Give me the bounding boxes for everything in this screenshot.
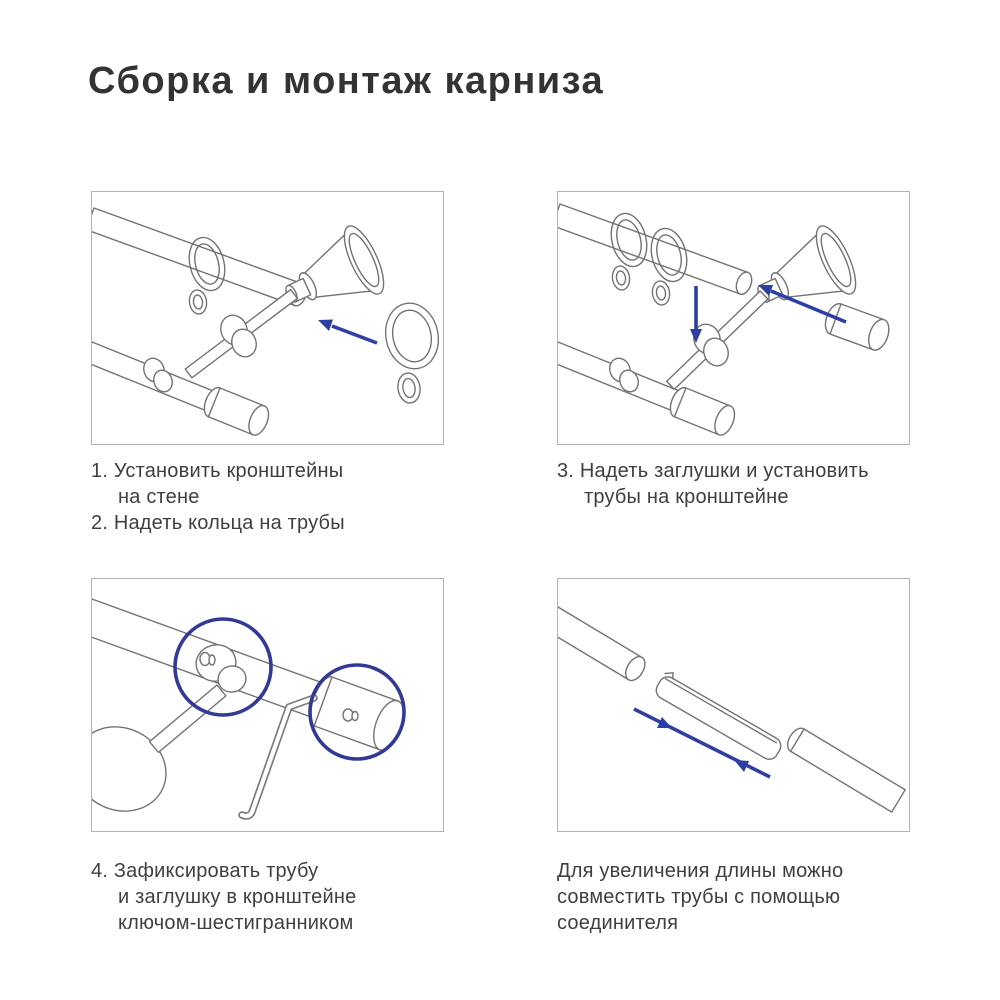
caption-connector bbox=[557, 858, 910, 936]
diagram-tube-connector bbox=[557, 578, 910, 832]
panel-step-3 bbox=[557, 191, 910, 510]
ring-clip-icon bbox=[188, 289, 208, 315]
ring-clip-icon bbox=[651, 280, 671, 306]
spare-ring-clip-icon bbox=[396, 372, 422, 405]
caption-line: и заглушку в кронштейне bbox=[118, 886, 357, 908]
tube-right bbox=[784, 725, 905, 812]
end-cap-icon bbox=[822, 301, 893, 353]
support-rod bbox=[150, 685, 226, 752]
curtain-rod-upper bbox=[92, 208, 309, 308]
caption-line: совместить трубы с помощью bbox=[557, 886, 841, 908]
direction-arrow-icon bbox=[758, 285, 846, 322]
hex-key-icon bbox=[242, 698, 314, 816]
caption-line: 4. Зафиксировать трубу bbox=[91, 860, 319, 882]
panel-step-4 bbox=[91, 578, 444, 936]
caption-step-4 bbox=[91, 858, 444, 936]
caption-line: Для увеличения длины можно bbox=[557, 860, 844, 882]
end-cap-icon bbox=[667, 385, 739, 438]
assembly-drawing-1 bbox=[92, 192, 443, 444]
direction-arrow-icon bbox=[318, 320, 377, 344]
assembly-drawing-3 bbox=[92, 579, 443, 831]
wall-bracket-icon bbox=[272, 221, 392, 329]
assembly-drawing-4 bbox=[558, 579, 909, 831]
caption-step-1-2 bbox=[91, 458, 444, 536]
diagram-fix-with-hex-key bbox=[91, 578, 444, 832]
ring-clip-icon bbox=[611, 265, 631, 291]
rod-holder-hook bbox=[140, 355, 175, 394]
diagram-install-brackets-rings bbox=[91, 191, 444, 445]
caption-line: на стене bbox=[118, 486, 200, 508]
set-screw-icon bbox=[200, 653, 215, 666]
tube-left bbox=[558, 607, 649, 684]
panel-step-1-2 bbox=[91, 191, 444, 536]
spare-ring-icon bbox=[380, 298, 443, 373]
caption-line: трубы на кронштейне bbox=[584, 486, 789, 508]
page-title: Сборка и монтаж карниза bbox=[88, 60, 605, 102]
rod-holder-hook bbox=[606, 355, 641, 394]
tube-connector-icon bbox=[653, 669, 787, 762]
caption-step-3 bbox=[557, 458, 910, 510]
assembly-drawing-2 bbox=[558, 192, 909, 444]
diagram-caps-and-mount bbox=[557, 191, 910, 445]
end-cap-icon bbox=[201, 385, 273, 438]
caption-line: 1. Установить кронштейны bbox=[91, 460, 344, 482]
caption-line: ключом-шестигранником bbox=[118, 912, 354, 934]
panel-connector bbox=[557, 578, 910, 936]
caption-line: 2. Надеть кольца на трубы bbox=[91, 512, 345, 534]
caption-line: 3. Надеть заглушки и установить bbox=[557, 460, 869, 482]
caption-line: соединителя bbox=[557, 912, 679, 934]
